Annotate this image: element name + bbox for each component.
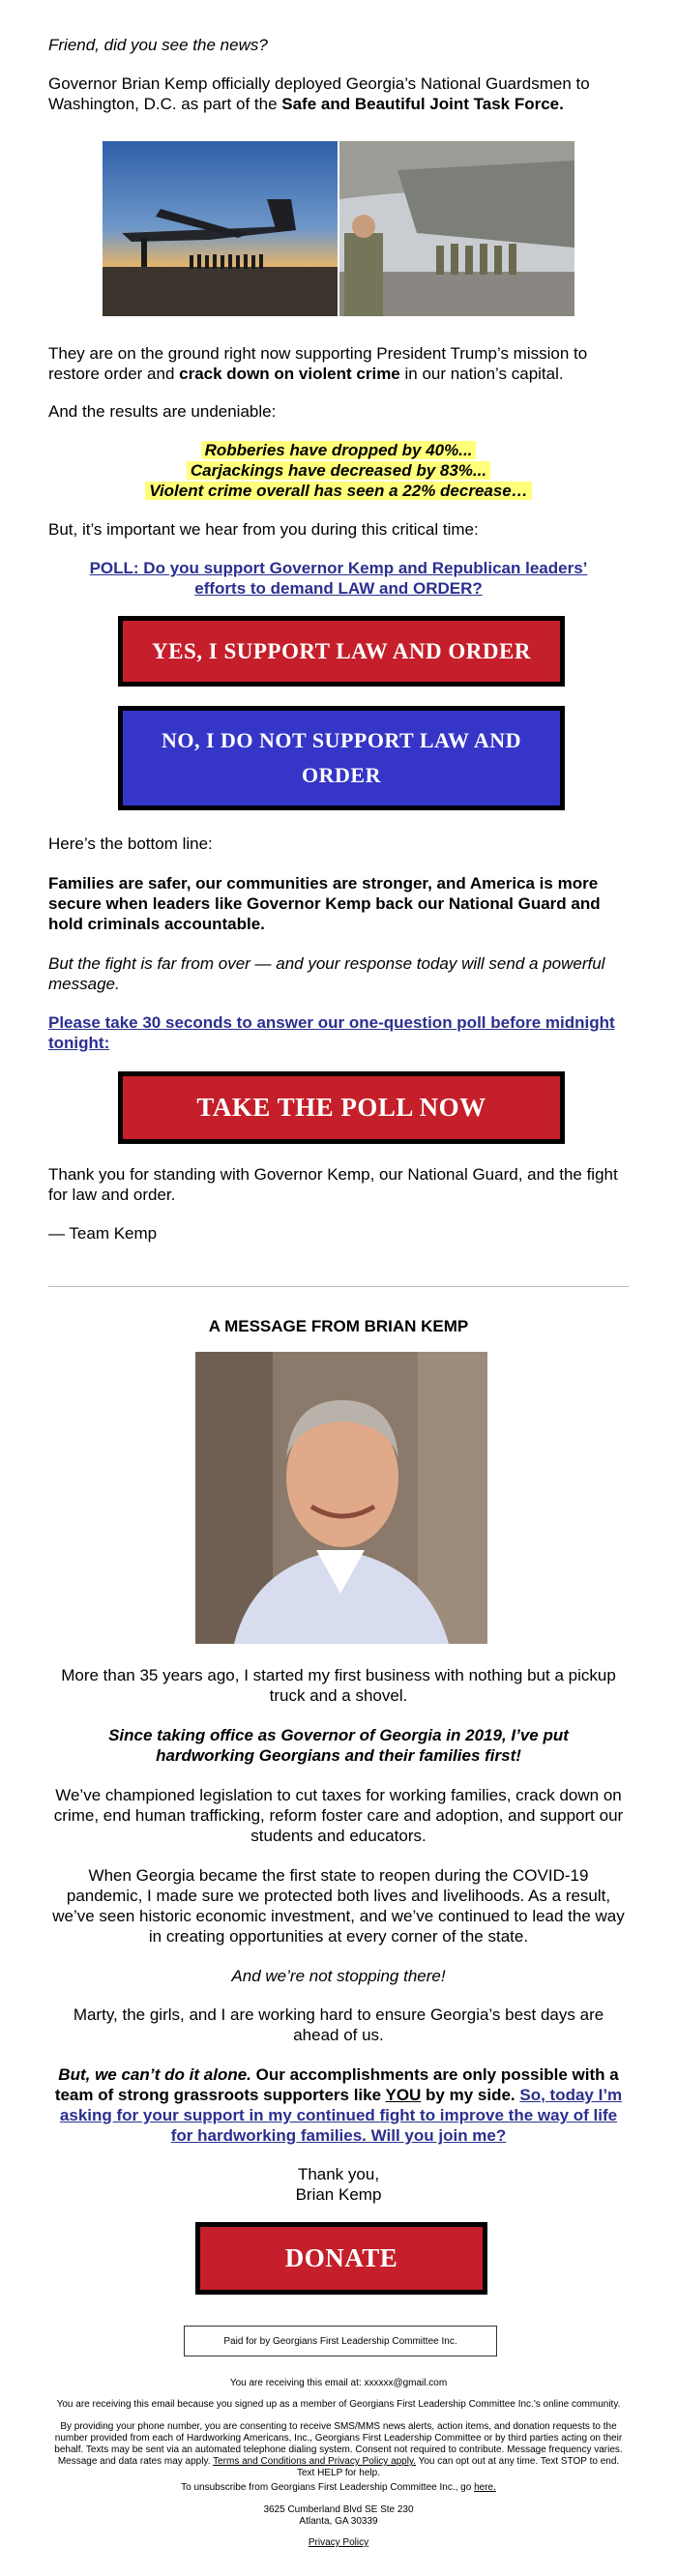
text: in our nation’s capital. [399,365,564,383]
signoff: — Team Kemp [48,1224,158,1243]
message-join-me [48,2064,629,2146]
text: By providing your phone number, you are consenting to receive SMS/MMS news alerts, action items, and donation requests to the number provided from each of Hardworking Americans, Inc., Georgians First Leadership Committee or by third parties acting on their behalf. Texts may be sent via an automated telephone dialing system. Consent not required to contribute. Message frequency varies. Message and data rates may apply. [54,2421,623,2467]
message-legislation: We’ve championed legislation to cut taxes for working families, crack down on crime, end human trafficking, reform foster care and adoption, and support our students and educators. [53,1786,624,1845]
footer-privacy[interactable] [48,2537,629,2549]
text: Our accomplishments are only possible with a team of strong grassroots supporters like [54,2065,619,2104]
footer-unsubscribe [48,2482,629,2494]
footer-address-line2: Atlanta, GA 30339 [299,2516,378,2527]
take-poll-button[interactable]: TAKE THE POLL NOW [118,1071,565,1144]
donate-button[interactable]: DONATE [195,2222,487,2295]
message-heading: A MESSAGE FROM BRIAN KEMP [208,1317,469,1335]
message-not-stopping: And we’re not stopping there! [231,1967,446,1985]
message-covid: When Georgia became the first state to reopen during the COVID-19 pandemic, I made sure we protected both lives and livelihoods. As a result, we’ve seen historic economic investment, and we’ve continued to lead the way in creating opportunities at every corner of the state. [52,1866,625,1946]
footer-address-line1: 3625 Cumberland Blvd SE Ste 230 [263,2504,414,2515]
footer-consent [48,2421,629,2479]
text: You can opt out at any time. Text STOP to end. Text HELP for help. [297,2456,620,2478]
paragraph-families: Families are safer, our communities are stronger, and America is more secure when leaders like Governor Kemp back our National Guard and hold criminals accountable. [48,874,601,933]
divider [48,1286,629,1287]
paragraph-thanks: Thank you for standing with Governor Kemp, our National Guard, and the fight for law and order. [48,1165,618,1204]
photo-aircraft-sunset [103,141,338,316]
message-business: More than 35 years ago, I started my first business with nothing but a pickup truck and a shovel. [61,1666,616,1705]
paragraph-deployment [48,73,629,114]
greeting: Friend, did you see the news? [48,36,268,54]
unsubscribe-link[interactable]: here. [474,2482,496,2493]
text-you: YOU [385,2086,422,2104]
privacy-link[interactable]: Privacy Policy [308,2537,369,2548]
paragraph-results: And the results are undeniable: [48,402,277,421]
paragraph-hear-from-you: But, it’s important we hear from you during this critical time: [48,520,479,539]
text: Governor Brian Kemp officially deployed Georgia’s National Guardsmen to Washington, D.C. as part of the [48,74,590,113]
paragraph-mission [48,343,629,384]
paragraph-bottom-line: Here’s the bottom line: [48,834,213,853]
no-support-button[interactable]: NO, I DO NOT SUPPORT LAW AND ORDER [118,706,565,810]
text: They are on the ground right now supporting President Trump’s mission to restore order and [48,344,588,383]
photo-soldiers-boarding [339,141,574,316]
paid-for-box: Paid for by Georgians First Leadership Committee Inc. [184,2326,497,2356]
closing-thank-you: Thank you, [297,2165,380,2183]
footer-receiving: You are receiving this email at: xxxxxx@gmail.com [229,2378,448,2388]
message-marty: Marty, the girls, and I are working hard to ensure Georgia’s best days are ahead of us. [73,2005,604,2044]
take-30-seconds[interactable] [48,1012,629,1053]
text-italic: But, we can’t do it alone. [58,2065,251,2084]
stat-robberies: Robberies have dropped by 40%... [201,441,477,459]
text-bold: crack down on violent crime [179,365,400,383]
stat-violent-crime: Violent crime overall has seen a 22% decrease… [145,482,532,500]
terms-link[interactable]: Terms and Conditions and Privacy Policy apply. [213,2456,417,2467]
stat-carjackings: Carjackings have decreased by 83%... [187,461,490,480]
message-since-office: Since taking office as Governor of Georgia in 2019, I’ve put hardworking Georgians and their families first! [108,1726,569,1765]
text: To unsubscribe from Georgians First Leadership Committee Inc., go [181,2482,475,2493]
footer-signed-up: You are receiving this email because you signed up as a member of Georgians First Leadership Committee Inc.'s online community. [56,2399,621,2410]
take-30-link[interactable]: Please take 30 seconds to answer our one-question poll before midnight tonight: [48,1013,615,1052]
paragraph-fight: But the fight is far from over — and your response today will send a powerful message. [48,954,605,993]
poll-link[interactable]: POLL: Do you support Governor Kemp and Republican leaders’ efforts to demand LAW and ORDER? [89,559,588,598]
task-force-name: Safe and Beautiful Joint Task Force. [281,95,564,113]
poll-question-link[interactable] [68,558,609,599]
portrait-brian-kemp [195,1352,487,1644]
closing-name: Brian Kemp [295,2185,382,2204]
text: by my side. [421,2086,520,2104]
yes-support-button[interactable]: YES, I SUPPORT LAW AND ORDER [118,616,565,687]
join-me-link[interactable]: So, today I’m asking for your support in my continued fight to improve the way of life for hardworking families. Will you join me? [59,2086,623,2145]
crime-stats [48,440,629,501]
